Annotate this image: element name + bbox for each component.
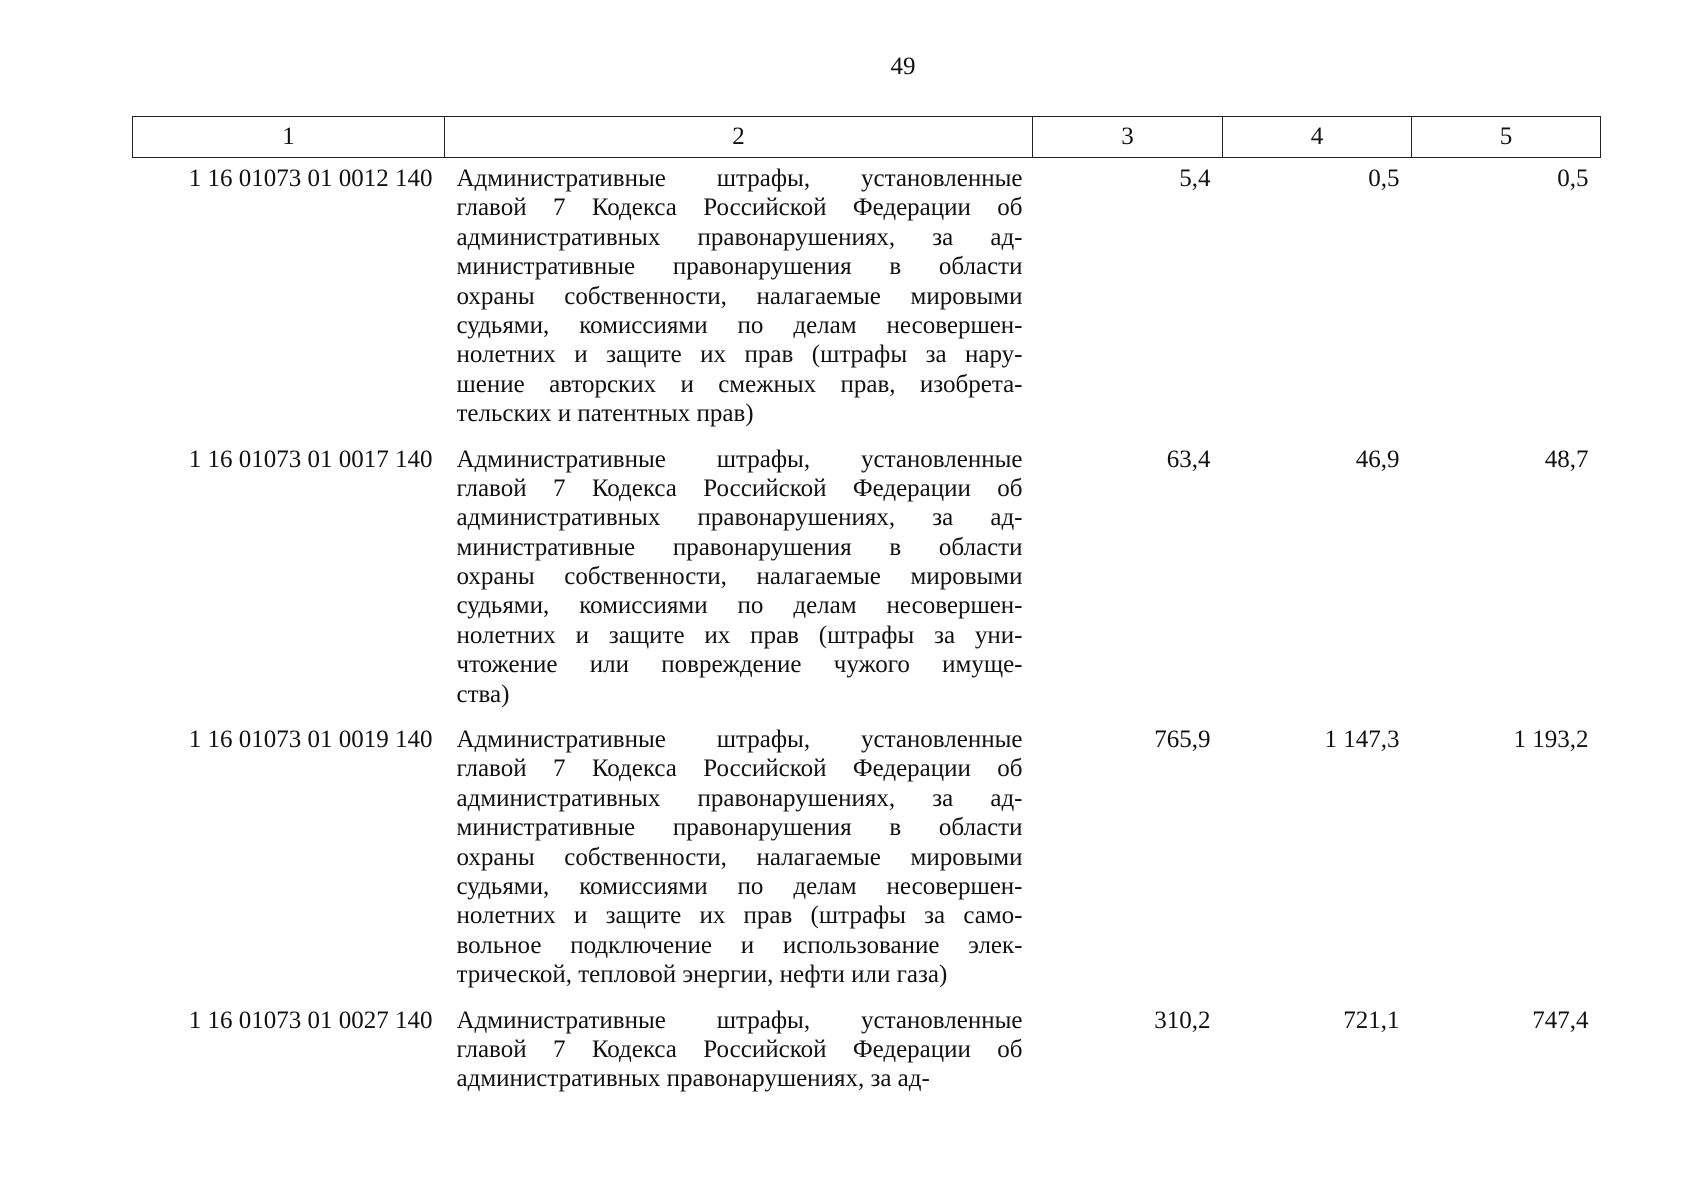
column-header-5: 5: [1412, 117, 1601, 158]
description-line: судьями, комиссиями по делам несовершен-: [456, 592, 1023, 620]
budget-table: [132, 116, 1601, 1110]
description-line: главой 7 Кодекса Российской Федерации об: [456, 755, 1023, 783]
amount-column-3: 765,9: [1154, 726, 1211, 754]
description-line: Административные штрафы, установленные: [456, 165, 1023, 192]
description-line: главой 7 Кодекса Российской Федерации об: [456, 1035, 1023, 1063]
revenue-description: [445, 164, 1033, 445]
description-line: министративные правонарушения в области: [456, 814, 1023, 842]
amount-column-4: 1 147,3: [1324, 726, 1400, 754]
budget-code: 1 16 01073 01 0027 140: [188, 1006, 433, 1034]
table-body: [133, 158, 1601, 1110]
description-line: главой 7 Кодекса Российской Федерации об: [456, 194, 1023, 222]
description-line: чтожение или повреждение чужого имуще-: [456, 651, 1023, 679]
amount-column-3: 310,2: [1154, 1006, 1211, 1034]
description-line: охраны собственности, налагаемые мировыми: [456, 563, 1023, 591]
column-header-1: 1: [133, 117, 445, 158]
amount-column-4: 0,5: [1368, 165, 1400, 192]
description-line: судьями, комиссиями по делам несовершен-: [456, 872, 1023, 900]
description-line: тельских и патентных прав): [456, 400, 754, 428]
description-line: нолетних и защите их прав (штрафы за уни-: [456, 621, 1023, 649]
amount-column-5: 0,5: [1557, 165, 1589, 192]
description-line: судьями, комиссиями по делам несовершен-: [456, 311, 1023, 339]
amount-column-5: 1 193,2: [1513, 726, 1589, 754]
description-line: трической, тепловой энергии, нефти или газа): [456, 961, 948, 989]
amount-column-4: 721,1: [1343, 1006, 1400, 1034]
description-line: нолетних и защите их прав (штрафы за само-: [456, 902, 1023, 930]
table-row: [133, 164, 1601, 445]
amount-column-3: 5,4: [1179, 165, 1211, 192]
column-header-4: 4: [1223, 117, 1412, 158]
description-line: ства): [456, 680, 510, 708]
description-line: министративные правонарушения в области: [456, 533, 1023, 561]
description-line: министративные правонарушения в области: [456, 253, 1023, 281]
page-number: 49: [890, 53, 916, 80]
revenue-description: [445, 1006, 1033, 1110]
description-line: Административные штрафы, установленные: [456, 1006, 1023, 1034]
description-line: нолетних и защите их прав (штрафы за нару-: [456, 341, 1023, 369]
amount-column-5: 747,4: [1532, 1006, 1589, 1034]
amount-column-4: 46,9: [1355, 445, 1400, 473]
revenue-description: [445, 725, 1033, 1006]
column-header-3: 3: [1033, 117, 1223, 158]
description-line: охраны собственности, налагаемые мировыми: [456, 282, 1023, 310]
description-line: вольное подключение и использование элек-: [456, 931, 1023, 959]
budget-code: 1 16 01073 01 0017 140: [188, 445, 433, 473]
description-line: административных правонарушениях, за ад-: [456, 784, 1023, 812]
table-row: [133, 445, 1601, 726]
description-line: административных правонарушениях, за ад-: [456, 223, 1023, 251]
description-line: Административные штрафы, установленные: [456, 445, 1023, 473]
description-line: охраны собственности, налагаемые мировыми: [456, 843, 1023, 871]
amount-column-3: 63,4: [1166, 445, 1211, 473]
amount-column-5: 48,7: [1544, 445, 1589, 473]
table-row: [133, 1006, 1601, 1110]
description-line: административных правонарушениях, за ад-: [456, 1065, 930, 1093]
budget-code: 1 16 01073 01 0019 140: [188, 726, 433, 754]
table-header-row: [133, 117, 1601, 158]
description-line: административных правонарушениях, за ад-: [456, 504, 1023, 532]
table-row: [133, 725, 1601, 1006]
description-line: главой 7 Кодекса Российской Федерации об: [456, 474, 1023, 502]
budget-code: 1 16 01073 01 0012 140: [188, 165, 433, 192]
description-line: шение авторских и смежных прав, изобрета-: [456, 370, 1023, 398]
description-line: Административные штрафы, установленные: [456, 726, 1023, 754]
revenue-description: [445, 445, 1033, 726]
column-header-2: 2: [445, 117, 1033, 158]
